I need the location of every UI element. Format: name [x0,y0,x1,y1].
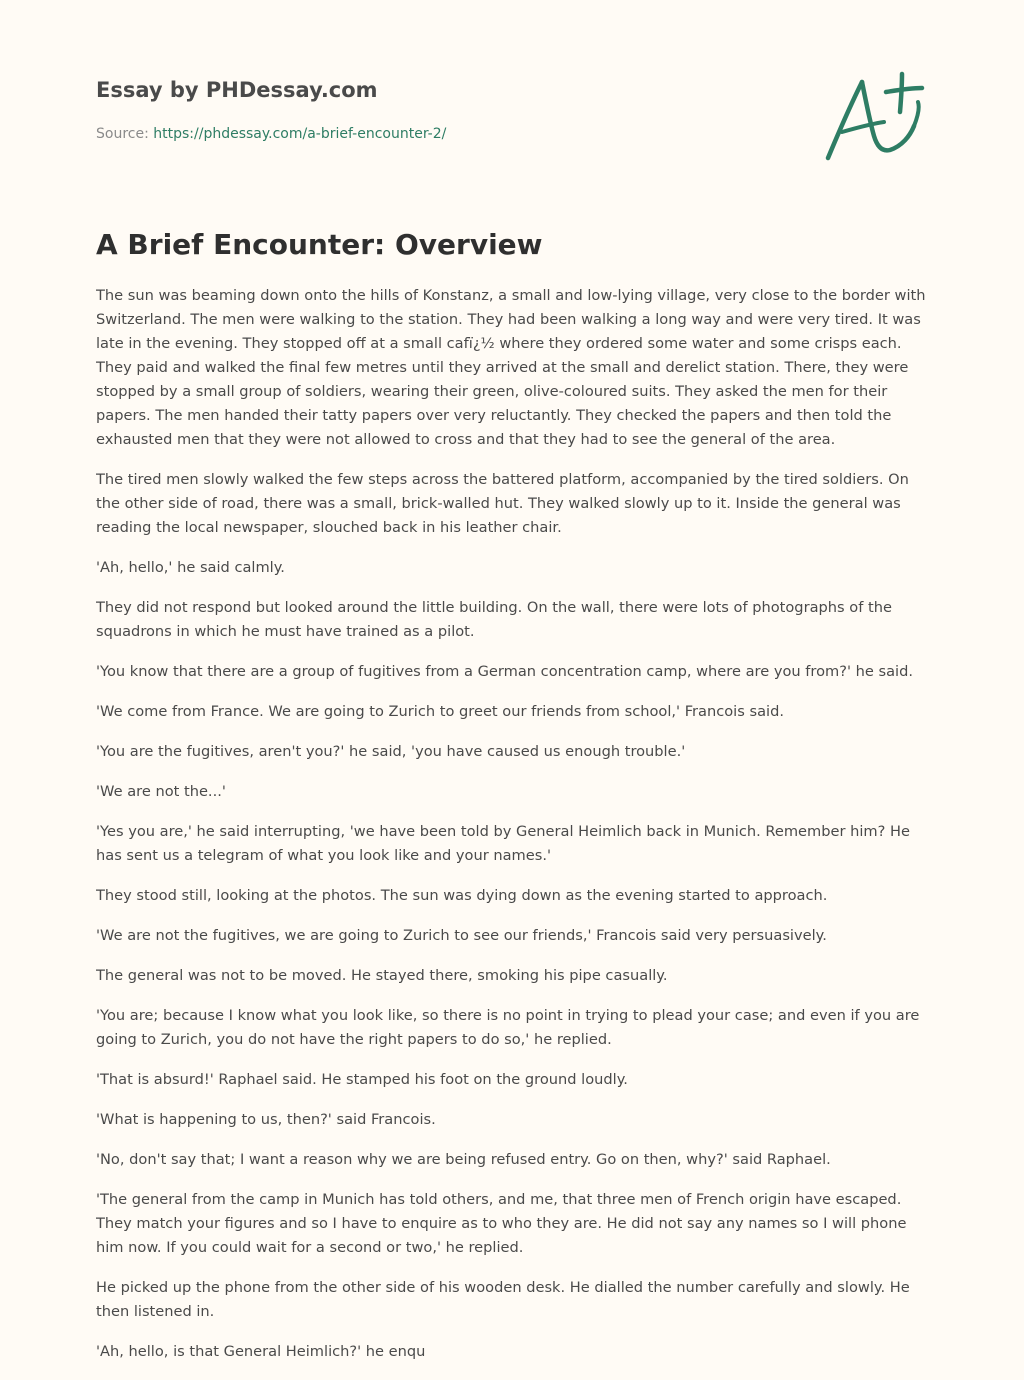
essay-paragraph: He picked up the phone from the other side of his wooden desk. He dialled the number carefully and slowly. He then listened in. [96,1279,910,1320]
essay-paragraph: 'The general from the camp in Munich has told others, and me, that three men of French origin have escaped. They match your figures and so I have to enquire as to who they are. He did not say any names so I will phone him now. If you could wait for a second or two,' he replied. [96,1191,907,1256]
source-line [96,124,796,144]
essay-paragraph: 'You know that there are a group of fugitives from a German concentration camp, where are you from?' he said. [96,663,913,680]
essay-paragraph: 'Ah, hello, is that General Heimlich?' he enqu [96,1343,426,1360]
essay-body [96,284,932,1370]
essay-paragraph: 'Yes you are,' he said interrupting, 'we have been told by General Heimlich back in Munich. Remember him? He has sent us a telegram of what you look like and your names.' [96,823,910,864]
essay-paragraph: The tired men slowly walked the few steps across the battered platform, accompanied by the tired soldiers. On the other side of road, there was a small, brick-walled hut. They walked slowly up to it. Inside the general was reading the local newspaper, slouched back in his leather chair. [96,471,909,536]
essay-paragraph: 'We come from France. We are going to Zurich to greet our friends from school,' Francois said. [96,703,784,720]
source-label: Source: [96,126,149,142]
essay-paragraph: The general was not to be moved. He stayed there, smoking his pipe casually. [96,967,668,984]
essay-paragraph: 'That is absurd!' Raphael said. He stamped his foot on the ground loudly. [96,1071,628,1088]
essay-paragraph: They stood still, looking at the photos. The sun was dying down as the evening started to approach. [96,887,828,904]
essay-paragraph: 'Ah, hello,' he said calmly. [96,559,285,576]
essay-paragraph: 'You are the fugitives, aren't you?' he said, 'you have caused us enough trouble.' [96,743,686,760]
essay-paragraph: 'You are; because I know what you look like, so there is no point in trying to plead your case; and even if you are going to Zurich, you do not have the right papers to do so,' he replied. [96,1007,920,1048]
essay-paragraph: They did not respond but looked around the little building. On the wall, there were lots of photographs of the squadrons in which he must have trained as a pilot. [96,599,892,640]
essay-paragraph: 'We are not the fugitives, we are going to Zurich to see our friends,' Francois said very persuasively. [96,927,827,944]
essay-paragraph: The sun was beaming down onto the hills of Konstanz, a small and low-lying village, very close to the border with Switzerland. The men were walking to the station. They had been walking a long way and were very tired. It was late in the evening. They stopped off at a small cafï¿½ where they ordered some water and some crisps each. They paid and walked the final few metres until they arrived at the small and derelict station. There, they were stopped by a small group of soldiers, wearing their green, olive-coloured suits. They asked the men for their papers. The men handed their tatty papers over very reluctantly. They checked the papers and then told the exhausted men that they were not allowed to cross and that they had to see the general of the area. [96,287,926,448]
page-header [96,76,796,144]
essay-paragraph: 'We are not the...' [96,783,226,800]
essay-paragraph: 'No, don't say that; I want a reason why we are being refused entry. Go on then, why?' said Raphael. [96,1151,831,1168]
essay-paragraph: 'What is happening to us, then?' said Francois. [96,1111,436,1128]
site-title: Essay by PHDessay.com [96,78,378,102]
a-plus-logo-icon [822,68,930,164]
source-link[interactable]: https://phdessay.com/a-brief-encounter-2/ [153,126,447,142]
document-title: A Brief Encounter: Overview [96,228,543,261]
